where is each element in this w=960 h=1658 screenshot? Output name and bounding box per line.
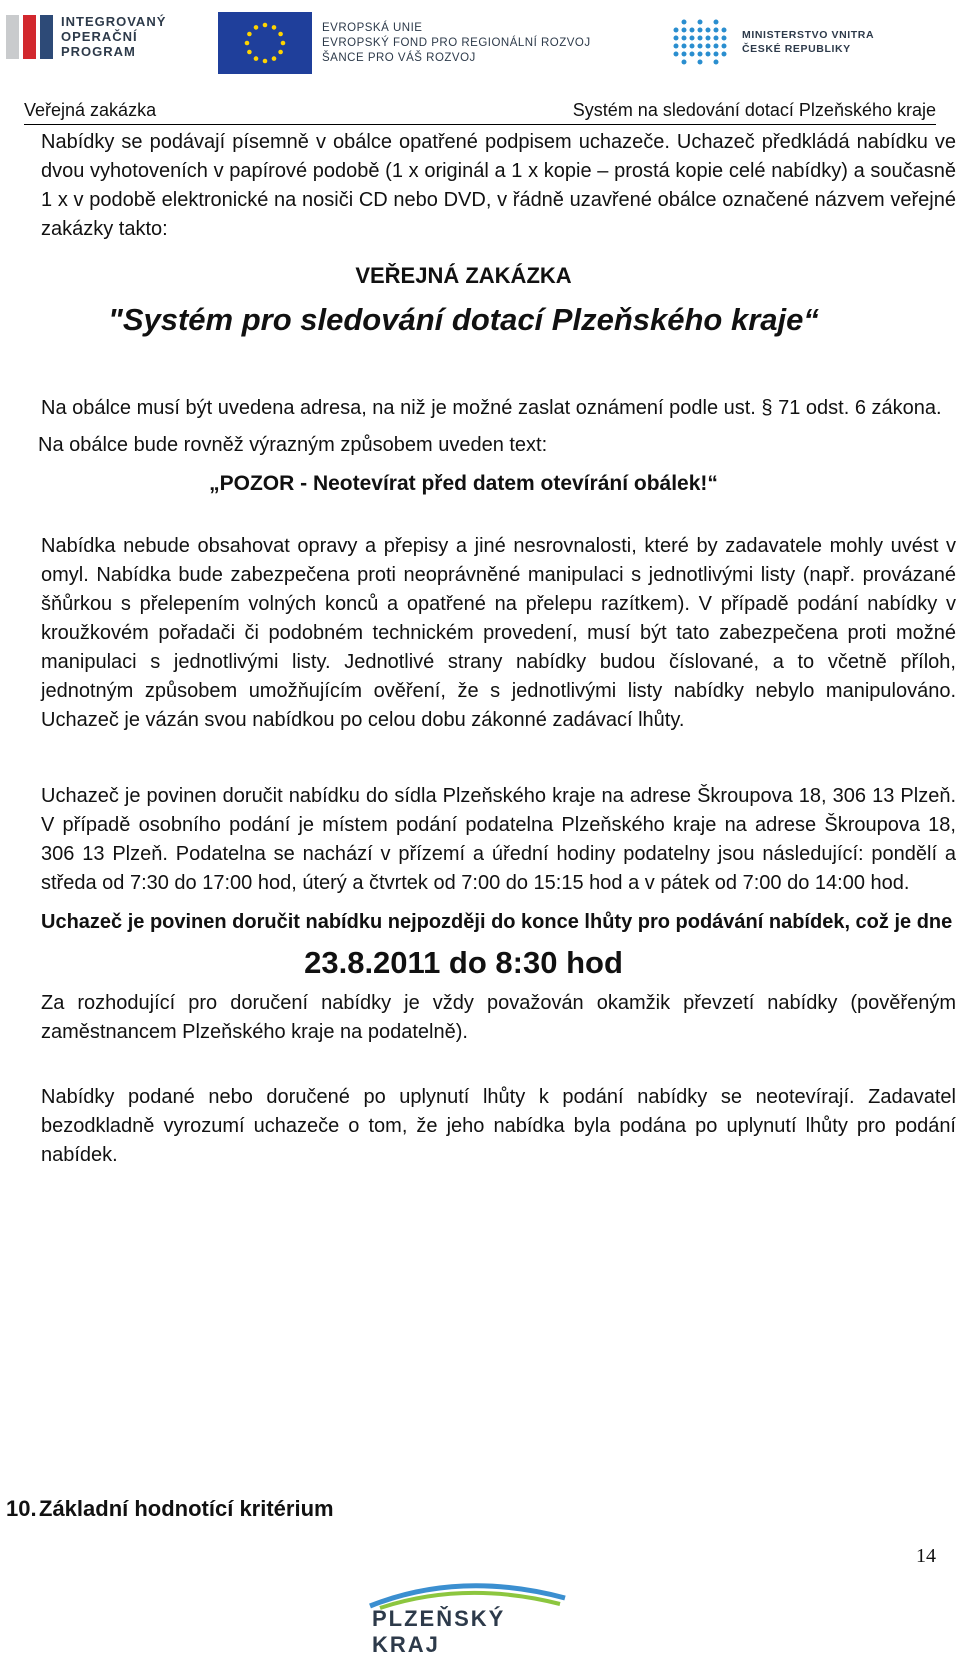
header-right: Systém na sledování dotací Plzeňského kraje — [572, 100, 936, 120]
mv-dots-icon — [672, 14, 734, 70]
paragraph: Nabídky se podávají písemně v obálce opatřené podpisem uchazeče. Uchazeč předkládá nabídku ve dvou vyhotoveních v papírové podobě (1 x originál a 1 x kopie – prostá kopie celé nabídky) a současně 1 x v podobě elektronické na nosiči CD nebo DVD, v řádně uzavřené obálce označené názvem veřejné zakázky takto: — [41, 131, 956, 240]
document-body — [38, 128, 956, 1170]
iop-logo — [6, 14, 166, 59]
plzen-swoosh-icon — [360, 1576, 580, 1610]
paragraph: Uchazeč je povinen doručit nabídku do sídla Plzeňského kraje na adrese Škroupova 18, 306 13 Plzeň. V případě osobního podání je místem podání podatelna Plzeňského kraje na adrese Škroupova 18, 306 13 Plzeň. Podatelna se nachází v přízemí a úřední hodiny podatelny jsou následující: pondělí a středa od 7:30 do 17:00 hod, úterý a čtvrtek od 7:00 do 15:15 hod a v pátek od 7:00 do 14:00 hod. — [41, 785, 956, 894]
mv-line: ČESKÉ REPUBLIKY — [742, 43, 851, 55]
tender-label: VEŘEJNÁ ZAKÁZKA — [355, 263, 572, 288]
running-header — [24, 100, 936, 125]
paragraph: Nabídka nebude obsahovat opravy a přepisy a jiné nesrovnalosti, které by zadavatele mohly uvést v omyl. Nabídka bude zabezpečena proti neoprávněné manipulaci s jednotlivými listy (např. provázané šňůrkou s přelepením volných konců a opatřené na přelepu razítkem). V případě podání nabídky v kroužkovém pořadači či podobném technickém provedení, musí být tato zabezpečena proti možné manipulaci s jednotlivými listy. Jednotlivé strany nabídky budou číslované, a to včetně příloh, jednotným způsobem umožňujícím ověření, že s jednotlivými listy nabídky nebylo manipulováno. Uchazeč je vázán svou nabídkou po celou dobu zákonné zadávací lhůty. — [41, 535, 956, 731]
eu-line: EVROPSKÝ FOND PRO REGIONÁLNÍ ROZVOJ — [322, 36, 591, 49]
mv-logo — [672, 14, 874, 70]
iop-line: PROGRAM — [61, 44, 136, 59]
header-left: Veřejná zakázka — [24, 100, 157, 120]
iop-line: OPERAČNÍ — [61, 29, 138, 44]
page-number: 14 — [916, 1545, 936, 1567]
paragraph: Za rozhodující pro doručení nabídky je vždy považován okamžik převzetí nabídky (pověřeným zaměstnancem Plzeňského kraje na podatelně). — [41, 992, 956, 1043]
warning-text: „POZOR - Neotevírat před datem otevírání obálek!“ — [209, 472, 718, 495]
section-heading — [6, 1496, 334, 1522]
paragraph: Nabídky podané nebo doručené po uplynutí lhůty k podání nabídky se neotevírají. Zadavatel bezodkladně vyrozumí uchazeče o tom, že jeho nabídka byla podána po uplynutí lhůty pro podání nabídek. — [41, 1086, 956, 1166]
eu-logo — [218, 12, 591, 74]
section-number: 10. — [6, 1496, 37, 1521]
tender-title: "Systém pro sledování dotací Plzeňského kraje“ — [108, 302, 819, 337]
plzen-logo-text: PLZEŇSKÝ KRAJ — [372, 1606, 506, 1657]
eu-line: ŠANCE PRO VÁŠ ROZVOJ — [322, 51, 476, 64]
plzen-logo — [360, 1576, 580, 1657]
section-title: Základní hodnotící kritérium — [39, 1496, 334, 1521]
mv-line: MINISTERSTVO VNITRA — [742, 29, 875, 41]
paragraph: Na obálce bude rovněž výrazným způsobem uveden text: — [38, 434, 548, 456]
eu-line: EVROPSKÁ UNIE — [322, 21, 423, 34]
paragraph-bold: Uchazeč je povinen doručit nabídku nejpozději do konce lhůty pro podávání nabídek, což je dne — [41, 911, 953, 933]
paragraph: Na obálce musí být uvedena adresa, na niž je možné zaslat oznámení podle ust. § 71 odst. 6 zákona. — [41, 397, 942, 419]
eu-flag-icon — [218, 12, 312, 74]
deadline: 23.8.2011 do 8:30 hod — [304, 945, 623, 980]
logo-bar — [0, 0, 960, 96]
iop-bars-icon — [6, 15, 53, 59]
iop-line: INTEGROVANÝ — [61, 14, 167, 29]
